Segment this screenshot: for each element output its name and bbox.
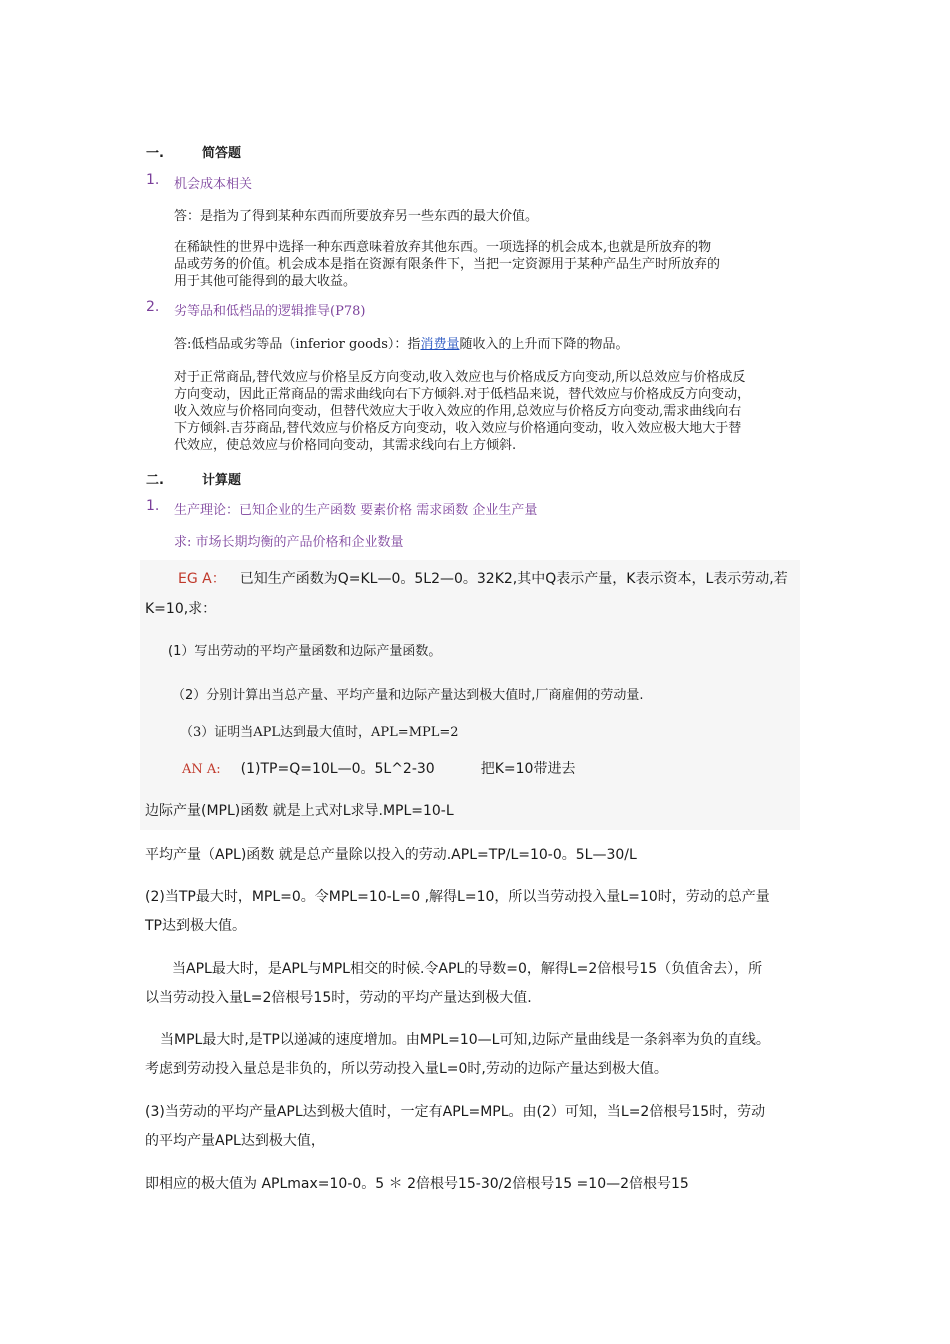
q2-answer-prefix: 答:低档品或劣等品（inferior goods）：指 <box>174 337 421 352</box>
q1-para-line-3: 用于其他可能得到的最大收益。 <box>174 274 357 289</box>
apl-max-value-line: 即相应的极大值为 APLmax=10-0。5 ＊ 2倍根号15-30/2倍根号15 =10—2倍根号15 <box>145 1176 689 1192</box>
consumption-link[interactable]: 消费量 <box>420 337 460 352</box>
eg-label: EG A： <box>178 571 226 587</box>
part3-line-1: (3)当劳动的平均产量APL达到极大值时，一定有APL=MPL。由(2）可知，当L=2倍根号15时，劳动 <box>145 1104 766 1120</box>
eg-line-1 <box>178 568 788 588</box>
sub-question-1: (1）写出劳动的平均产量函数和边际产量函数。 <box>168 644 442 659</box>
q2-title: 劣等品和低档品的逻辑推导(P78) <box>174 304 366 319</box>
q2-answer-suffix: 随收入的上升而下降的物品。 <box>459 337 629 352</box>
mpl-max-line-2: 考虑到劳动投入量总是非负的，所以劳动投入量L=0时,劳动的边际产量达到极大值。 <box>145 1061 668 1077</box>
sub-question-2: （2）分别计算出当总产量、平均产量和边际产量达到极大值时,厂商雇佣的劳动量. <box>172 688 644 703</box>
section-1-title: 简答题 <box>202 146 242 161</box>
q2-para-line-4: 下方倾斜.吉芬商品,替代效应与价格反方向变动，收入效应与价格通向变动，收入效应极大地大于替 <box>174 421 742 436</box>
section-2-title: 计算题 <box>202 473 242 488</box>
q1-answer: 答：是指为了得到某种东西而所要放弃另一些东西的最大价值。 <box>174 209 539 224</box>
apl-max-line-1: 当APL最大时，是APL与MPL相交的时候.令APL的导数=0，解得L=2倍根号15（负值舍去），所 <box>172 961 763 977</box>
sub-question-3: （3）证明当APL达到最大值时，APL=MPL=2 <box>180 725 459 740</box>
mpl-line: 边际产量(MPL)函数 就是上式对L求导.MPL=10-L <box>145 803 454 819</box>
an-text: (1)TP=Q=10L—0。5L^2-30 <box>240 761 435 777</box>
q2-answer <box>174 333 628 352</box>
c1-number: 1. <box>146 498 160 514</box>
c1-ask: 求: 市场长期均衡的产品价格和企业数量 <box>174 535 404 550</box>
section-2-number: 二. <box>146 473 164 488</box>
q1-number: 1. <box>146 172 160 188</box>
q2-para-line-1: 对于正常商品,替代效应与价格呈反方向变动,收入效应也与价格成反方向变动,所以总效应与价格成反 <box>174 370 746 385</box>
part2-line-1: (2)当TP最大时，MPL=0。令MPL=10-L=0 ,解得L=10，所以当劳动投入量L=10时，劳动的总产量 <box>145 889 770 905</box>
section-1-number: 一. <box>146 146 164 161</box>
an-note: 把K=10带进去 <box>480 761 576 777</box>
q1-para-line-1: 在稀缺性的世界中选择一种东西意味着放弃其他东西。一项选择的机会成本,也就是所放弃的物 <box>174 240 712 255</box>
eg-text: 已知生产函数为Q=KL—0。5L2—0。32K2,其中Q表示产量，K表示资本，L表示劳动,若 <box>239 571 788 587</box>
q2-para-line-3: 收入效应与价格同向变动，但替代效应大于收入效应的作用,总效应与价格反方向变动,需求曲线向右 <box>174 404 742 419</box>
q1-title: 机会成本相关 <box>174 177 253 192</box>
mpl-max-line-1: 当MPL最大时,是TP以递减的速度增加。由MPL=10—L可知,边际产量曲线是一条斜率为负的直线。 <box>160 1032 770 1048</box>
an-label: AN A: <box>182 762 221 777</box>
eg-line-2: K=10,求： <box>145 601 217 617</box>
part3-line-2: 的平均产量APL达到极大值， <box>145 1133 325 1149</box>
q2-para-line-5: 代效应，使总效应与价格同向变动，其需求线向右上方倾斜. <box>174 438 517 453</box>
q2-para-line-2: 方向变动，因此正常商品的需求曲线向右下方倾斜.对于低档品来说，替代效应与价格成反方向变动， <box>174 387 751 402</box>
c1-title: 生产理论：已知企业的生产函数 要素价格 需求函数 企业生产量 <box>174 503 538 518</box>
part2-line-2: TP达到极大值。 <box>145 918 246 934</box>
an-line <box>182 758 575 778</box>
apl-line: 平均产量（APL)函数 就是总产量除以投入的劳动.APL=TP/L=10-0。5L—30/L <box>145 847 637 863</box>
q2-number: 2. <box>146 299 160 315</box>
q1-para-line-2: 品或劳务的价值。机会成本是指在资源有限条件下，当把一定资源用于某种产品生产时所放弃的 <box>174 257 721 272</box>
apl-max-line-2: 以当劳动投入量L=2倍根号15时，劳动的平均产量达到极大值. <box>145 990 532 1006</box>
